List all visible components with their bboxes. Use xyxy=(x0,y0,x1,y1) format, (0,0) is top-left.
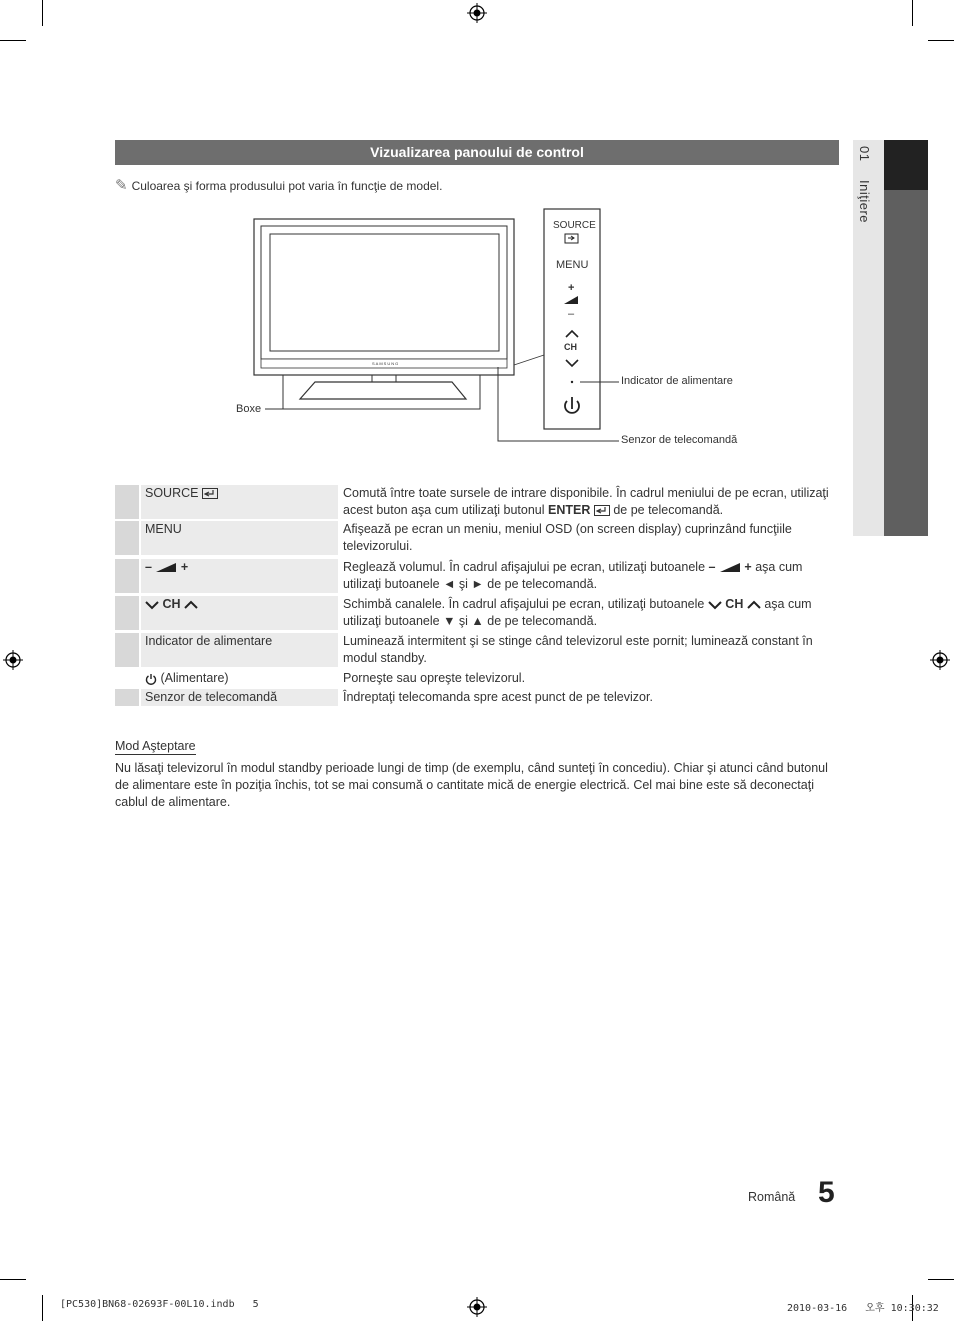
standby-title: Mod Aşteptare xyxy=(115,739,196,753)
table-row xyxy=(115,633,839,667)
row-label-text: SOURCE xyxy=(145,486,199,500)
row-marker xyxy=(115,633,139,667)
side-tab-dark xyxy=(884,140,928,536)
row-marker xyxy=(115,596,139,630)
row-label xyxy=(141,485,338,519)
label-remote-sensor: Senzor de telecomandă xyxy=(621,434,738,446)
chevron-down-icon xyxy=(145,600,159,610)
note-text: Culoarea şi forma produsului pot varia în funcţie de model. xyxy=(131,179,443,193)
registration-mark-icon xyxy=(467,3,487,23)
crop-mark xyxy=(0,1279,26,1280)
row-marker xyxy=(115,559,139,593)
tv-brand: SAMSUNG xyxy=(372,361,400,366)
panel-plus-label: + xyxy=(568,282,575,294)
table-row xyxy=(115,485,839,519)
row-marker xyxy=(115,689,139,706)
enter-icon xyxy=(594,505,610,516)
table-row xyxy=(115,670,839,687)
chevron-down-icon xyxy=(708,600,722,610)
footer-date-info: 2010-03-16 오후 10:30:32 xyxy=(787,1303,939,1314)
volume-icon xyxy=(719,562,741,573)
enter-icon xyxy=(202,488,218,499)
label-power-indicator: Indicator de alimentare xyxy=(621,375,733,387)
row-label: CH xyxy=(141,596,338,630)
row-marker xyxy=(115,521,139,555)
row-description: Luminează intermitent şi se stinge când televizorul este pornit; luminează constant în modul standby. xyxy=(340,633,839,667)
crop-mark xyxy=(928,40,954,41)
table-row xyxy=(115,596,839,630)
tv-screen xyxy=(270,234,499,351)
note xyxy=(115,176,442,194)
panel-ch-label: CH xyxy=(564,342,577,352)
table-row xyxy=(115,689,839,706)
chevron-up-icon xyxy=(747,600,761,610)
side-tab-marker xyxy=(884,140,928,190)
table-row xyxy=(115,521,839,555)
row-marker xyxy=(115,670,139,687)
row-description: Porneşte sau opreşte televizorul. xyxy=(340,670,839,687)
panel-connector xyxy=(514,355,544,365)
tv-stand-base xyxy=(300,382,466,399)
chevron-up-icon xyxy=(184,600,198,610)
label-speakers: Boxe xyxy=(236,403,262,415)
row-description: Îndreptaţi telecomanda spre acest punct de pe televizor. xyxy=(340,689,839,706)
registration-mark-icon xyxy=(3,650,23,670)
volume-icon xyxy=(155,562,177,573)
chapter-number: 01 xyxy=(857,146,872,162)
crop-mark xyxy=(912,0,913,26)
power-icon xyxy=(145,673,157,685)
row-description: Afişează pe ecran un meniu, meniul OSD (on screen display) cuprinzând funcţiile televizorului. xyxy=(340,521,839,555)
row-label: Senzor de telecomandă xyxy=(141,689,338,706)
footer-language: Română xyxy=(748,1190,796,1204)
row-label: (Alimentare) xyxy=(141,670,338,687)
section-title: Vizualizarea panoului de control xyxy=(115,140,839,165)
panel-source-label: SOURCE xyxy=(553,220,596,231)
crop-mark xyxy=(0,40,26,41)
standby-body: Nu lăsaţi televizorul în modul standby perioade lungi de timp (de exemplu, când sunteţi în concediu). Chiar şi atunci când butonul de alimentare este în poziţia închis, tot se mai consumă o cantitate mică de energie electrică. Cel mai bine este să deconectaţi cablul de alimentare. xyxy=(115,761,828,809)
row-description: Schimbă canalele. În cadrul afişajului pe ecran, utilizaţi butoanele CH aşa cum utilizaţi butoanele ▼ şi ▲ de pe telecomandă. xyxy=(340,596,839,630)
crop-mark xyxy=(42,0,43,26)
row-description: Comută între toate sursele de intrare disponibile. În cadrul meniului de pe ecran, utilizaţi acest buton aşa cum utilizaţi butonul ENTER de pe telecomandă. xyxy=(340,485,839,519)
side-tab-label xyxy=(857,146,872,237)
row-label: – + xyxy=(141,559,338,593)
tv-diagram xyxy=(230,205,630,450)
row-label: Indicator de alimentare xyxy=(141,633,338,667)
crop-mark xyxy=(928,1279,954,1280)
panel-minus-label: – xyxy=(568,308,575,320)
table-row xyxy=(115,559,839,593)
row-label: MENU xyxy=(141,521,338,555)
power-indicator-dot xyxy=(571,381,573,383)
row-description: Reglează volumul. În cadrul afişajului pe ecran, utilizaţi butoanele – + aşa cum utilizaţi butoanele ◄ şi ► de pe telecomandă. xyxy=(340,559,839,593)
registration-mark-icon xyxy=(467,1297,487,1317)
crop-mark xyxy=(42,1295,43,1321)
row-marker xyxy=(115,485,139,519)
panel-menu-label: MENU xyxy=(556,259,589,271)
footer-file-info: [PC530]BN68-02693F-00L10.indb 5 xyxy=(60,1299,259,1310)
chapter-title: Iniţiere xyxy=(857,179,872,223)
registration-mark-icon xyxy=(930,650,950,670)
pencil-icon: ✎ xyxy=(115,177,128,194)
page-number: 5 xyxy=(818,1176,835,1209)
